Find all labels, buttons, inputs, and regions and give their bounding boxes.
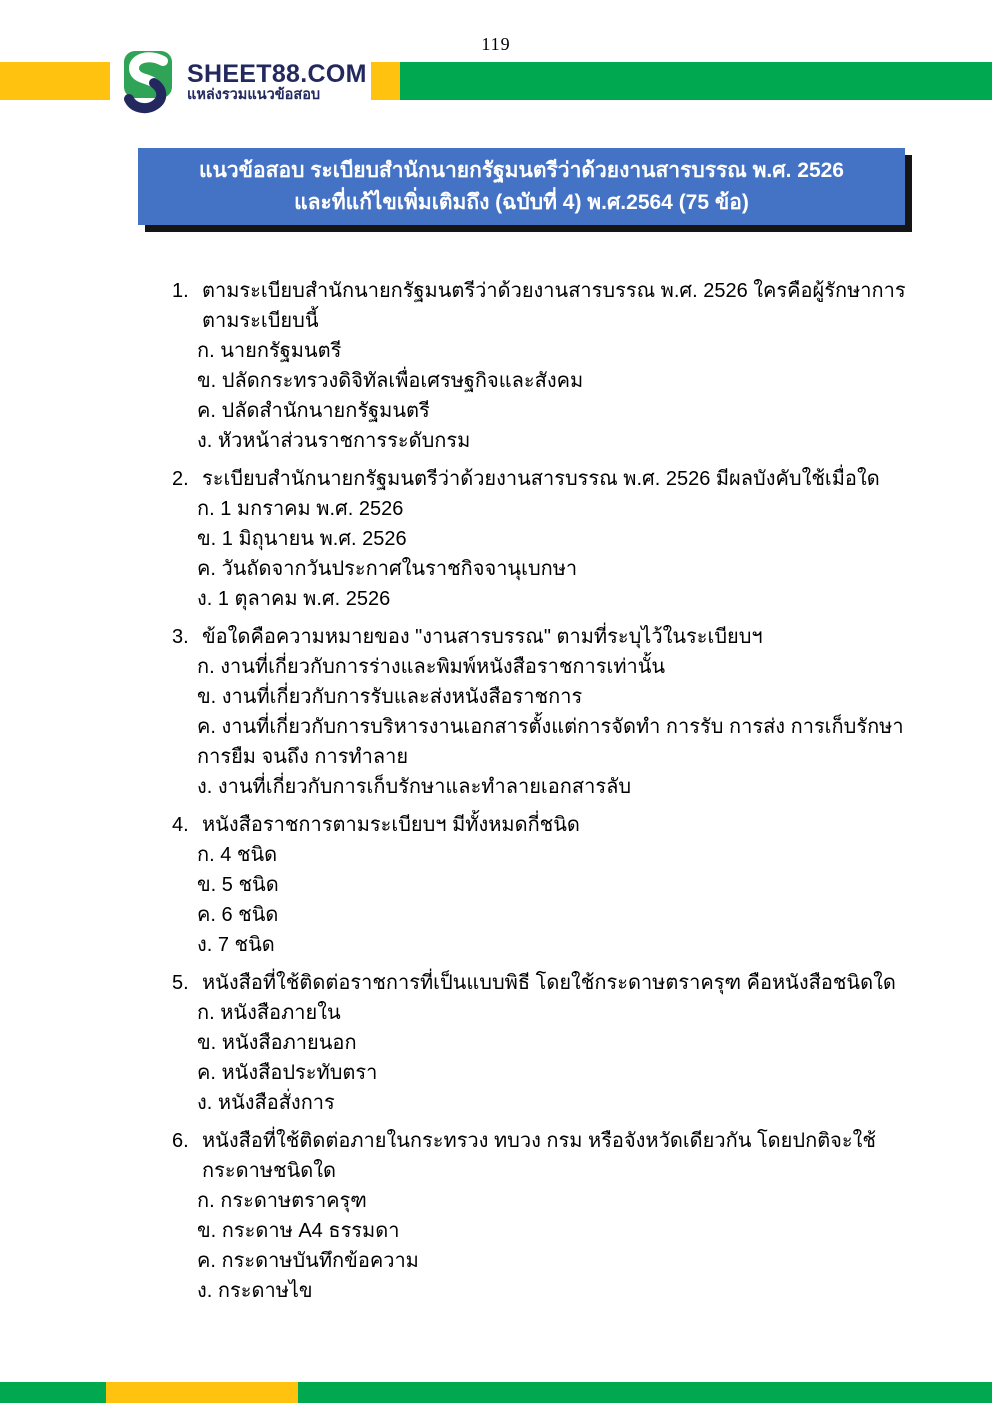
choice-item: ก. กระดาษตราครุฑ [197, 1190, 367, 1212]
question-row [172, 810, 907, 840]
choice-item: ง. 1 ตุลาคม พ.ศ. 2526 [197, 588, 391, 610]
choice-item: ค. วันถัดจากวันประกาศในราชกิจจานุเบกษา [197, 558, 578, 580]
choice-item: ก. งานที่เกี่ยวกับการร่างและพิมพ์หนังสือราชการเท่านั้น [197, 656, 666, 678]
choices-list [197, 652, 907, 802]
question-number: 4. [172, 814, 189, 836]
question-text: หนังสือที่ใช้ติดต่อภายในกระทรวง ทบวง กรม หรือจังหวัดเดียวกัน โดยปกติจะใช้กระดาษชนิดใด [202, 1130, 876, 1182]
footer-yellow-bar [106, 1382, 298, 1403]
header-green-bar [400, 62, 992, 100]
question-number: 2. [172, 468, 189, 490]
choice-item: ก. หนังสือภายใน [197, 1002, 341, 1024]
question-block [172, 622, 907, 802]
question-text: ข้อใดคือความหมายของ "งานสารบรรณ" ตามที่ระบุไว้ในระเบียบฯ [202, 626, 763, 648]
title-banner [138, 148, 905, 225]
question-block [172, 810, 907, 960]
question-block [172, 1126, 907, 1306]
question-block [172, 464, 907, 614]
logo-tagline-text: แหล่งรวมแนวข้อสอบ [187, 86, 321, 103]
choice-item: ค. ปลัดสำนักนายกรัฐมนตรี [197, 400, 430, 422]
question-text: ระเบียบสำนักนายกรัฐมนตรีว่าด้วยงานสารบรรณ พ.ศ. 2526 มีผลบังคับใช้เมื่อใด [202, 468, 880, 490]
question-number: 1. [172, 280, 189, 302]
question-row [172, 622, 907, 652]
choice-item: ง. หัวหน้าส่วนราชการระดับกรม [197, 430, 471, 452]
choice-item: ข. 1 มิถุนายน พ.ศ. 2526 [197, 528, 407, 550]
question-block [172, 276, 907, 456]
logo-brand-text: SHEET88.COM [187, 59, 367, 88]
choice-item: ง. กระดาษไข [197, 1280, 313, 1302]
questions-list [172, 276, 907, 1314]
question-row [172, 1126, 907, 1186]
question-row [172, 968, 907, 998]
choices-list [197, 840, 907, 960]
choice-item: ก. นายกรัฐมนตรี [197, 340, 342, 362]
footer-green-bar-right [298, 1382, 992, 1403]
question-row [172, 276, 907, 336]
logo-text-block [187, 61, 367, 104]
choice-item: ก. 1 มกราคม พ.ศ. 2526 [197, 498, 404, 520]
choice-item: ข. กระดาษ A4 ธรรมดา [197, 1220, 400, 1242]
title-banner-line-1: แนวข้อสอบ ระเบียบสำนักนายกรัฐมนตรีว่าด้วยงานสารบรรณ พ.ศ. 2526 [199, 158, 844, 182]
choice-item: ข. งานที่เกี่ยวกับการรับและส่งหนังสือราชการ [197, 686, 583, 708]
question-block [172, 968, 907, 1118]
choices-list [197, 336, 907, 456]
page-number: 119 [481, 34, 511, 54]
choice-item: ค. กระดาษบันทึกข้อความ [197, 1250, 419, 1272]
question-number: 6. [172, 1130, 189, 1152]
choice-item: ข. 5 ชนิด [197, 874, 279, 896]
choice-item: ง. หนังสือสั่งการ [197, 1092, 335, 1114]
title-banner-line-2: และที่แก้ไขเพิ่มเติมถึง (ฉบับที่ 4) พ.ศ.2564 (75 ข้อ) [294, 190, 749, 214]
question-number: 5. [172, 972, 189, 994]
choice-item: ง. งานที่เกี่ยวกับการเก็บรักษาและทำลายเอกสารลับ [197, 776, 632, 798]
choice-item: ก. 4 ชนิด [197, 844, 278, 866]
footer-green-bar-left [0, 1382, 106, 1403]
footer-band [0, 1382, 992, 1403]
choice-item: ข. ปลัดกระทรวงดิจิทัลเพื่อเศรษฐกิจและสังคม [197, 370, 584, 392]
question-text: หนังสือราชการตามระเบียบฯ มีทั้งหมดกี่ชนิด [202, 814, 580, 836]
choice-item: ง. 7 ชนิด [197, 934, 275, 956]
choice-item: ค. งานที่เกี่ยวกับการบริหารงานเอกสารตั้งแต่การจัดทำ การรับ การส่ง การเก็บรักษา การยืม จนถึง การทำลาย [197, 716, 904, 768]
choices-list [197, 494, 907, 614]
question-row [172, 464, 907, 494]
choice-item: ค. 6 ชนิด [197, 904, 279, 926]
sheet88-logo [116, 50, 371, 114]
header-yellow-bar-left [0, 62, 110, 100]
choices-list [197, 1186, 907, 1306]
choice-item: ค. หนังสือประทับตรา [197, 1062, 378, 1084]
choices-list [197, 998, 907, 1118]
question-text: ตามระเบียบสำนักนายกรัฐมนตรีว่าด้วยงานสารบรรณ พ.ศ. 2526 ใครคือผู้รักษาการตามระเบียบนี้ [202, 280, 906, 332]
sheet88-s-icon [120, 50, 178, 114]
question-number: 3. [172, 626, 189, 648]
question-text: หนังสือที่ใช้ติดต่อราชการที่เป็นแบบพิธี โดยใช้กระดาษตราครุฑ คือหนังสือชนิดใด [202, 972, 896, 994]
choice-item: ข. หนังสือภายนอก [197, 1032, 357, 1054]
